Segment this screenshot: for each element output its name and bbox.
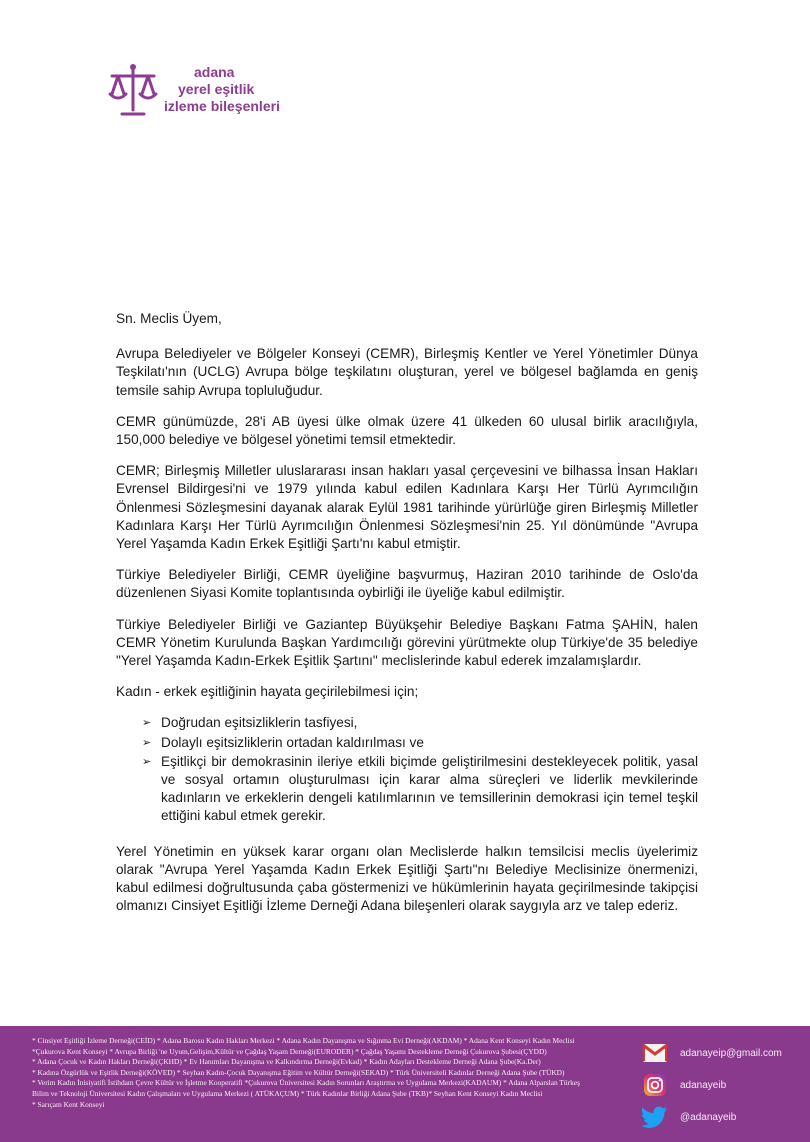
list-item: ➢ Dolaylı eşitsizliklerin ortadan kaldırılması ve (142, 734, 698, 752)
footer-line: * Adana Çocuk ve Kadın Hakları Derneği(ÇKHD) * Ev Hanımları Dayanışma ve Kalkındırma Derneği(Evkad) * Kadın Adayları Destekleme Derneği Adana Şube(Ka.Der) (32, 1057, 541, 1067)
paragraph-equality-intro: Kadın - erkek eşitliğinin hayata geçirilebilmesi için; (116, 684, 419, 700)
salutation: Sn. Meclis Üyem, (116, 311, 222, 326)
footer-line: *Çukurova Kent Konseyi * Avrupa Birliği 'ne Uyum,Gelişim,Kültür ve Çağdaş Yaşam Derneği(EURODER) * Çağdaş Yaşamı Destekleme Derneği Çukurova Şubesi(ÇYDD) (32, 1046, 547, 1056)
logo-line-2: yerel eşitlik (178, 81, 255, 97)
footer (0, 1026, 810, 1142)
arrow-bullet-icon: ➢ (142, 755, 152, 768)
arrow-bullet-icon: ➢ (142, 717, 152, 730)
footer-line: * Verim Kadın İnisiyatifi İstihdam Çevre Kültür ve İşletme Kooperatifi *Çukurova Üniversitesi Kadın Sorunları Araştırma ve Uygulama Merkezi(KADAUM) * Adana Alparslan Türkeş (32, 1078, 580, 1088)
mail-icon (642, 1042, 668, 1064)
instagram-handle: adanayeib (680, 1079, 727, 1091)
closing-paragraph: Yerel Yönetimin en yüksek karar organı olan Meclislerde halkın temsilcisi meclis üyelerimiz olarak "Avrupa Yerel Yaşamda Kadın Erkek Eşitliği Şartı"nı Belediye Meclisinize önermenizi, kabul edilmesi doğrultusunda çaba göstermenizi ve hükümlerinin hayata geçirilmesinde takipçisi olmanızı Cinsiyet Eşitliği İzleme Derneği Adana bileşenleri olarak saygıyla arz ve talep ederiz. (116, 843, 698, 914)
scales-of-justice-icon (108, 62, 158, 120)
instagram-contact[interactable] (642, 1070, 782, 1100)
social-contacts (642, 1038, 782, 1134)
member-organizations (32, 1036, 632, 1110)
twitter-contact[interactable] (642, 1102, 782, 1132)
footer-line: * Kadına Özgürlük ve Eşitlik Derneği(KÖVED) * Seyhan Kadın-Çocuk Dayanışma Eğitim ve Kültür Derneği(SEKAD) * Türk Üniversiteli Kadınlar Derneği Adana Şube (TÜKD) (32, 1067, 565, 1077)
footer-line: Bilim ve Teknoloji Üniversitesi Kadın Çalışmaları ve Uygulama Merkezi ( ATÜKAÇUM) * Türk Kadınlar Birliği Adana Şube (TKB)* Seyhan Kent Konseyi Kadın Meclisi (32, 1088, 543, 1098)
paragraph-cemr-charter: CEMR; Birleşmiş Milletler uluslararası insan hakları yasal çerçevesini ve bilhassa İnsan Hakları Evrensel Bildirgesi'ni ve 1979 yılında kabul edilen Kadınlara Karşı Her Türlü Ayrımcılığın Önlenmesi Sözleşmesini dayanak alarak Eylül 1981 tarihinde yürürlüğe giren Birleşmiş Milletler Kadınlara Karşı Her Türlü Ayrımcılığın Önlenmesi Sözleşmesi'nin 25. Yıl dönümünde "Avrupa Yerel Yaşamda Kadın Erkek Eşitliği Şartı'nı kabul etmiştir. (116, 463, 698, 552)
email-contact[interactable] (642, 1038, 782, 1068)
equality-bullet-list (116, 714, 698, 825)
list-item: ➢ Doğrudan eşitsizliklerin tasfiyesi, (142, 714, 698, 732)
arrow-bullet-icon: ➢ (142, 736, 152, 749)
paragraph-cemr-members: CEMR günümüzde, 28'i AB üyesi ülke olmak üzere 41 ülkeden 60 ulusal birlik aracılığıyla, 150,000 belediye ve bölgesel yönetimi temsil etmektedir. (116, 413, 698, 448)
instagram-icon (642, 1074, 668, 1096)
logo-line-3: izleme bileşenleri (164, 98, 280, 114)
paragraph-tbb-vice-president: Türkiye Belediyeler Birliği ve Gaziantep Büyükşehir Belediye Başkanı Fatma ŞAHİN, halen CEMR Yönetim Kurulunda Başkan Yardımcılığı görevini yürütmekte olup Türkiye'de 35 belediye "Yerel Yaşamda Kadın-Erkek Eşitlik Şartını" meclislerinde kabul ederek imzalamışlardır. (116, 616, 698, 669)
list-item: ➢ Eşitlikçi bir demokrasinin ileriye etkili biçimde geliştirilmesini destekleyecek politik, yasal ve sosyal ortamın oluşturulması için karar alma süreçleri ve liderlik mevkilerinde kadınların ve erkeklerin dengeli katılımlarının ve temsillerinin demokrasi için temel teşkil ettiğini kabul etmek gerekir. (142, 753, 698, 824)
twitter-icon (642, 1106, 668, 1128)
letter-body (116, 310, 698, 928)
logo-line-1: adana (194, 64, 235, 80)
footer-line: * Sarıçam Kent Konseyi (32, 1099, 105, 1109)
twitter-handle: @adanayeib (680, 1111, 737, 1123)
footer-line: * Cinsiyet Eşitliği İzleme Derneği(CEİD) * Adana Barosu Kadın Hakları Merkezi * Adana Kadın Dayanışma ve Sığınma Evi Derneği(AKDAM) * Adana Kent Konseyi Kadın Meclisi (32, 1036, 575, 1045)
paragraph-tbb-membership: Türkiye Belediyeler Birliği, CEMR üyeliğine başvurmuş, Haziran 2010 tarihinde de Oslo'da düzenlenen Siyasi Komite toplantısında oybirliği ile üyeliğe kabul edilmiştir. (116, 567, 698, 601)
logo (108, 62, 280, 120)
email-address: adanayeip@gmail.com (680, 1047, 782, 1059)
paragraph-cemr-intro: Avrupa Belediyeler ve Bölgeler Konseyi (CEMR), Birleşmiş Kentler ve Yerel Yönetimler Dünya Teşkilatı'nın (UCLG) Avrupa bölge teşkilatını oluşturan, yerel ve bölgesel bağlamda en geniş temsile sahip Avrupa topluluğudur. (116, 346, 698, 398)
logo-wordmark (164, 64, 280, 115)
